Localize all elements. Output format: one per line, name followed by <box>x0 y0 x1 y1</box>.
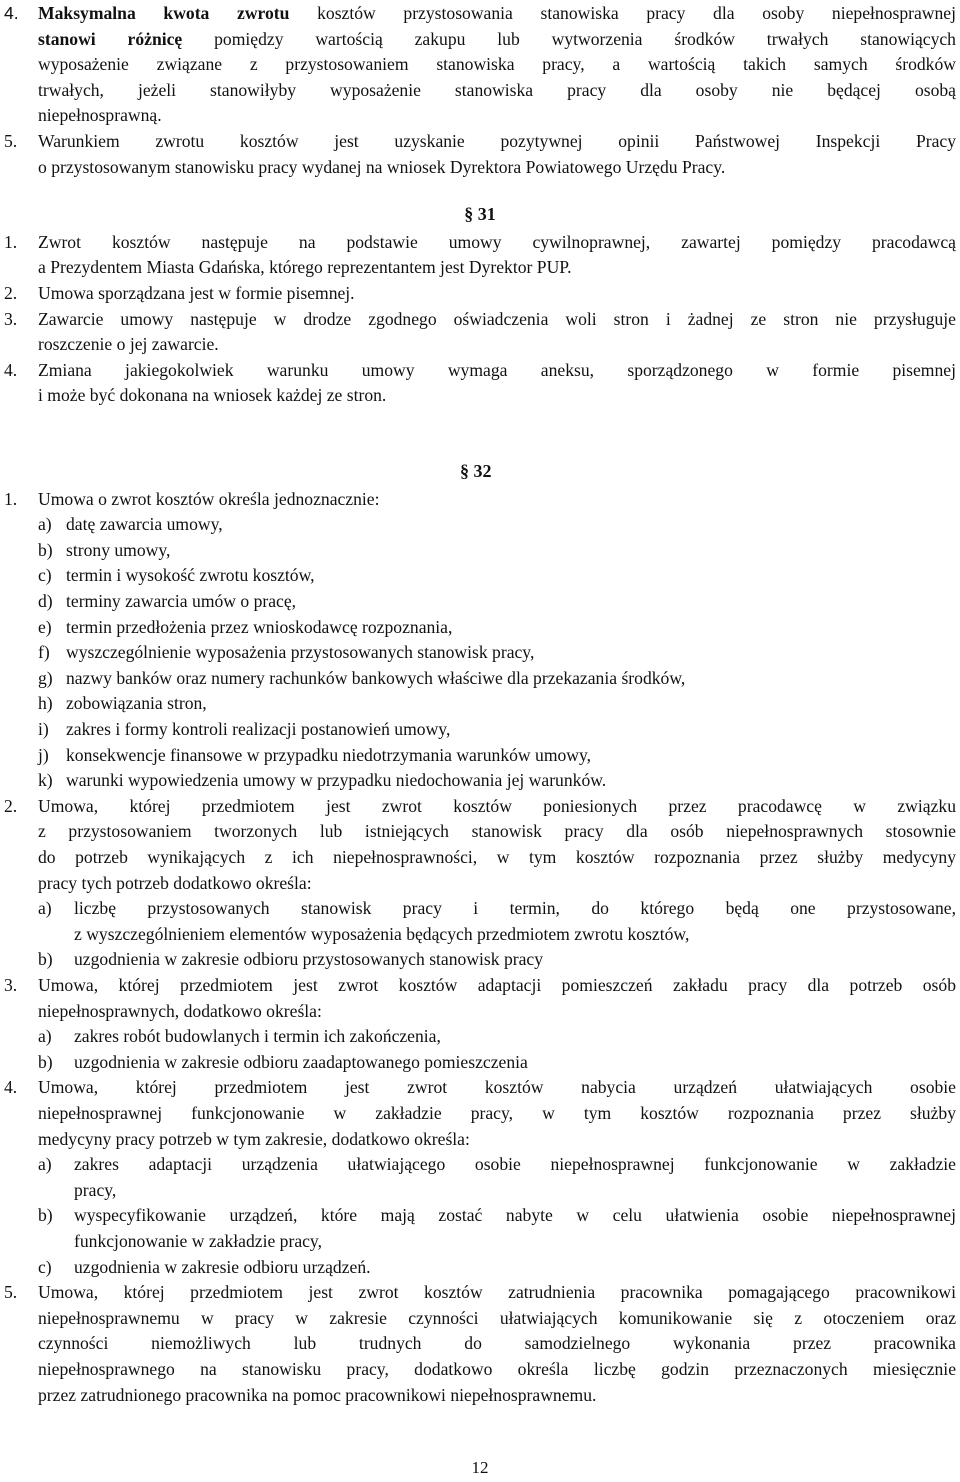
text-line: konsekwencje finansowe w przypadku niedotrzymania warunków umowy, <box>66 744 592 765</box>
text-line <box>38 26 956 52</box>
text-line <box>38 51 956 77</box>
item-number: 5. <box>4 131 18 151</box>
text-line: niepełnosprawnemu w pracy w zakresie czynności ułatwiających komunikowanie się z otoczeniem oraz <box>38 1307 956 1328</box>
list-letter: a) <box>38 514 52 535</box>
text-line: i może być dokonana na wniosek każdej ze stron. <box>38 385 387 406</box>
list-letter: a) <box>38 1026 52 1047</box>
list-letter: a) <box>38 898 52 919</box>
text-line: o przystosowanym stanowisku pracy wydanej na wniosek Dyrektora Powiatowego Urzędu Pracy. <box>38 156 726 177</box>
text-line: funkcjonowanie w zakładzie pracy, <box>74 1231 322 1251</box>
item-number: 1. <box>4 488 18 509</box>
item-number: 2. <box>4 795 18 816</box>
text-line: z wyszczególnieniem elementów wyposażenia będących przedmiotem zwrotu kosztów, <box>74 923 690 944</box>
text-line: roszczenie o jej zawarcie. <box>38 334 219 355</box>
list-letter: b) <box>38 539 53 560</box>
text-line: zakres i formy kontroli realizacji postanowień umowy, <box>66 719 451 739</box>
text-line: Umowa, której przedmiotem jest zwrot kosztów adaptacji pomieszczeń zakładu pracy dla potrzeb osób <box>38 975 956 995</box>
text-line: niepełnosprawnej funkcjonowanie w zakładzie pracy, w tym kosztów rozpoznania przez służby <box>38 1103 956 1123</box>
text-line: Warunkiem zwrotu kosztów jest uzyskanie pozytywnej opinii Państwowej Inspekcji Pracy <box>38 131 956 151</box>
text-line <box>38 102 956 128</box>
text-line <box>38 77 956 103</box>
text-line: Umowa, której przedmiotem jest zwrot kosztów zatrudnienia pracownika pomagającego pracownikowi <box>38 1282 956 1303</box>
list-letter: b) <box>38 1051 53 1072</box>
item-number: 3. <box>4 975 18 995</box>
text-line: termin przedłożenia przez wnioskodawcę rozpoznania, <box>66 616 453 637</box>
item-number: 4. <box>4 359 18 380</box>
text-run: wyposażenie związane z przystosowaniem stanowiska pracy, a wartością takich samych środków <box>38 54 956 75</box>
text-line: Zmiana jakiegokolwiek warunku umowy wymaga aneksu, sporządzonego w formie pisemnej <box>38 359 956 380</box>
list-letter: j) <box>38 744 49 765</box>
list-letter: i) <box>38 719 49 739</box>
item-number: 2. <box>4 283 18 303</box>
bold-term: stanowi różnicę <box>38 28 183 49</box>
text-line: wyszczególnienie wyposażenia przystosowanych stanowisk pracy, <box>66 642 535 663</box>
text-line: wyspecyfikowanie urządzeń, które mają zostać nabyte w celu ułatwienia osobie niepełnosprawnej <box>74 1205 956 1226</box>
text-line: uzgodnienia w zakresie odbioru urządzeń. <box>74 1256 371 1277</box>
text-line: uzgodnienia w zakresie odbioru przystosowanych stanowisk pracy <box>74 949 544 970</box>
text-line: a Prezydentem Miasta Gdańska, którego reprezentantem jest Dyrektor PUP. <box>38 257 572 278</box>
text-line: uzgodnienia w zakresie odbioru zaadaptowanego pomieszczenia <box>74 1051 528 1072</box>
item-number: 5. <box>4 1282 18 1303</box>
text-line: niepełnosprawnych, dodatkowo określa: <box>38 1000 322 1021</box>
list-letter: b) <box>38 949 53 970</box>
item-number: 1. <box>4 231 18 252</box>
text-line: pracy tych potrzeb dodatkowo określa: <box>38 872 312 893</box>
text-run: pomiędzy wartością zakupu lub wytworzenia środków trwałych stanowiących <box>182 28 956 49</box>
text-line: Umowa, której przedmiotem jest zwrot kosztów nabycia urządzeń ułatwiających osobie <box>38 1077 956 1098</box>
text-line: warunki wypowiedzenia umowy w przypadku niedochowania jej warunków. <box>66 770 607 791</box>
text-line: niepełnosprawnego na stanowisku pracy, dodatkowo określa liczbę godzin przeznaczonych miesięcznie <box>38 1359 956 1379</box>
list-letter: b) <box>38 1205 53 1226</box>
text-run: niepełnosprawną. <box>38 105 162 126</box>
text-line <box>38 0 956 26</box>
text-line: nazwy banków oraz numery rachunków bankowych właściwe dla przekazania środków, <box>66 667 686 688</box>
text-line: zakres robót budowlanych i termin ich zakończenia, <box>74 1026 441 1047</box>
text-line: medycyny pracy potrzeb w tym zakresie, dodatkowo określa: <box>38 1128 470 1149</box>
text-line: Zwrot kosztów następuje na podstawie umowy cywilnoprawnej, zawartej pomiędzy pracodawcą <box>38 231 956 252</box>
list-letter: e) <box>38 616 52 637</box>
text-line: datę zawarcia umowy, <box>66 514 223 535</box>
text-line: Zawarcie umowy następuje w drodze zgodnego oświadczenia woli stron i żadnej ze stron nie przysługuje <box>38 308 956 329</box>
text-run: kosztów przystosowania stanowiska pracy dla osoby niepełnosprawnej <box>289 3 956 23</box>
list-letter: f) <box>38 642 50 663</box>
text-line: czynności niemożliwych lub trudnych do samodzielnego wykonania przez pracownika <box>38 1333 956 1354</box>
bold-term: Maksymalna kwota zwrotu <box>38 3 290 23</box>
text-line: Umowa o zwrot kosztów określa jednoznacznie: <box>38 488 380 509</box>
item-number: 3. <box>4 308 18 329</box>
item-number: 4. <box>4 3 19 23</box>
text-line: terminy zawarcia umów o pracę, <box>66 591 297 611</box>
list-letter: c) <box>38 565 52 586</box>
page-number: 12 <box>471 1458 489 1477</box>
text-line: zobowiązania stron, <box>66 693 207 714</box>
list-letter: g) <box>38 667 53 688</box>
item-number: 4. <box>4 1077 18 1098</box>
text-line: zakres adaptacji urządzenia ułatwiającego osobie niepełnosprawnej funkcjonowanie w zakładzie <box>74 1154 956 1175</box>
text-line: Umowa, której przedmiotem jest zwrot kosztów poniesionych przez pracodawcę w związku <box>38 795 956 816</box>
text-line: strony umowy, <box>66 539 171 560</box>
text-line: liczbę przystosowanych stanowisk pracy i termin, do którego będą one przystosowane, <box>74 898 956 919</box>
text-line: z przystosowaniem tworzonych lub istniejących stanowisk pracy dla osób niepełnosprawnych stosownie <box>38 821 956 842</box>
text-line: Umowa sporządzana jest w formie pisemnej. <box>38 283 355 303</box>
text-line: przez zatrudnionego pracownika na pomoc pracownikowi niepełnosprawnemu. <box>38 1384 597 1405</box>
text-run: trwałych, jeżeli stanowiłyby wyposażenie stanowiska pracy dla osoby nie będącej osobą <box>38 79 956 100</box>
text-line: termin i wysokość zwrotu kosztów, <box>66 565 315 586</box>
list-letter: k) <box>38 770 53 791</box>
list-letter: h) <box>38 693 53 714</box>
list-letter: d) <box>38 591 53 611</box>
list-letter: a) <box>38 1154 52 1175</box>
text-line: pracy, <box>74 1179 117 1200</box>
list-letter: c) <box>38 1256 52 1277</box>
section-heading: § 32 <box>460 461 492 481</box>
text-line: do potrzeb wynikających z ich niepełnosprawności, w tym kosztów rozpoznania przez służby medycyny <box>38 847 956 867</box>
section-heading: § 31 <box>464 204 496 225</box>
